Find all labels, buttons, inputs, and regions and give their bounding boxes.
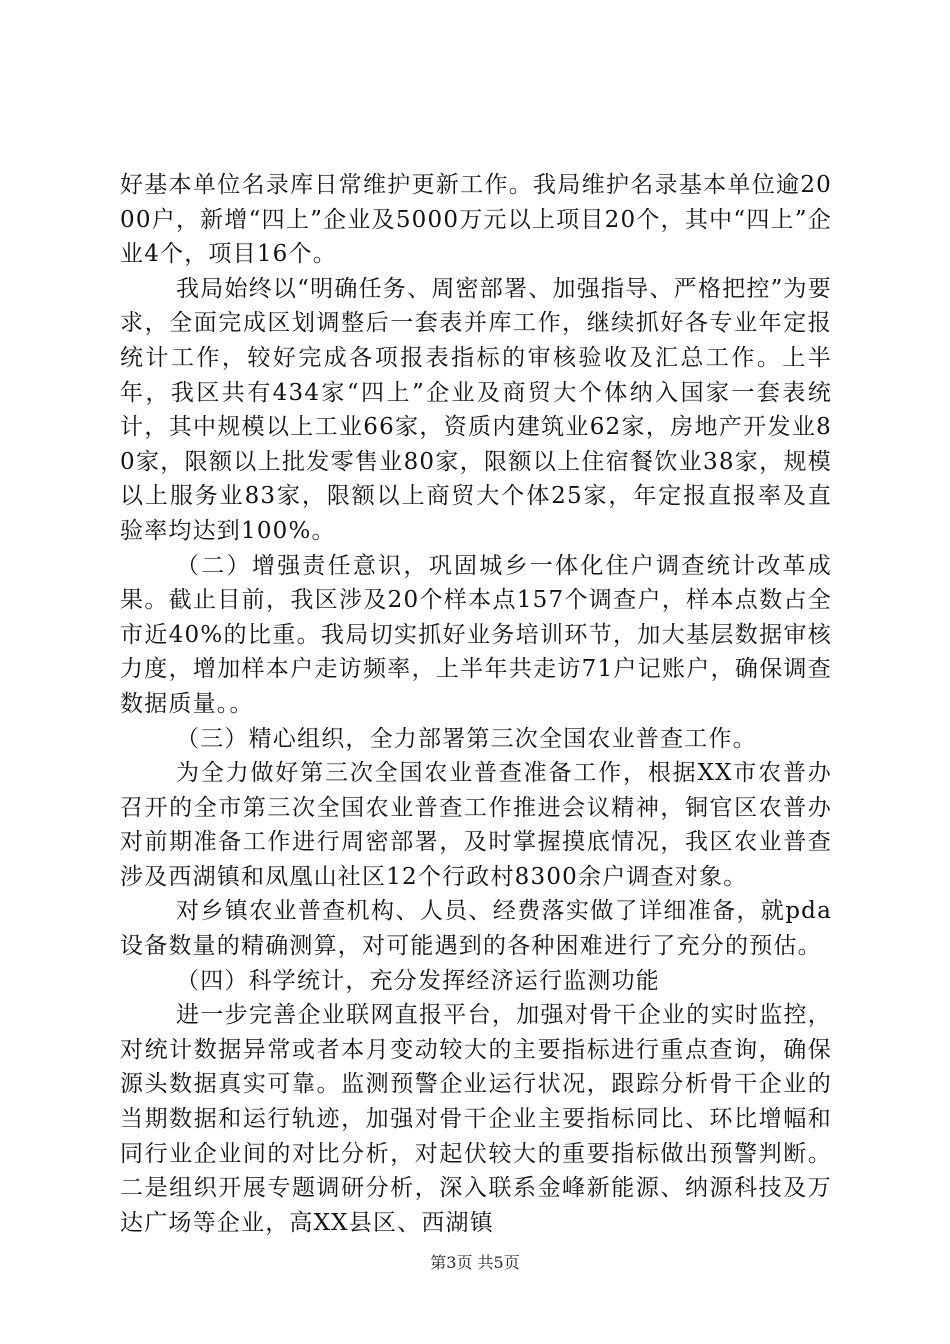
section-heading-4: （四）科学统计，充分发挥经济运行监测功能 [176, 967, 660, 994]
paragraph-8: 进一步完善企业联网直报平台，加强对骨干企业的实时监控，对统计数据异常或者本月变动较大的主要指标进行重点查询，确保源头数据真实可靠。监测预警企业运行状况，跟踪分析骨干企业的当期数据和运行轨迹，加强对骨干企业主要指标同比、环比增幅和同行业企业间的对比分析，对起伏较大的重要指标做出预警判断。二是组织开展专题调研分析，深入联系金峰新能源、纳源科技及万达广场等企业，高XX县区、西湖镇 [120, 1002, 832, 1236]
page-number-footer: 第3页 共5页 [430, 1253, 520, 1272]
paragraph-6: 对乡镇农业普查机构、人员、经费落实做了详细准备，就pda设备数量的精确测算，对可能遇到的各种困难进行了充分的预估。 [120, 898, 832, 960]
document-body [120, 168, 832, 1240]
paragraph-3: （二）增强责任意识，巩固城乡一体化住户调查统计改革成果。截止目前，我区涉及20个样本点157个调查户，样本点数占全市近40%的比重。我局切实抓好业务培训环节，加大基层数据审核力度，增加样本户走访频率，上半年共走访71户记账户，确保调查数据质量。。 [120, 552, 832, 717]
section-heading-3: （三）精心组织，全力部署第三次全国农业普查工作。 [176, 725, 757, 752]
paragraph-5: 为全力做好第三次全国农业普查准备工作，根据XX市农普办召开的全市第三次全国农业普查工作推进会议精神，铜官区农普办对前期准备工作进行周密部署，及时掌握摸底情况，我区农业普查涉及西湖镇和凤凰山社区12个行政村8300余户调查对象。 [120, 760, 832, 890]
paragraph-1: 好基本单位名录库日常维护更新工作。我局维护名录基本单位逾2000户，新增“四上”企业及5000万元以上项目20个，其中“四上”企业4个，项目16个。 [120, 172, 832, 268]
paragraph-2: 我局始终以“明确任务、周密部署、加强指导、严格把控”为要求，全面完成区划调整后一套表并库工作，继续抓好各专业年定报统计工作，较好完成各项报表指标的审核验收及汇总工作。上半年，我区共有434家“四上”企业及商贸大个体纳入国家一套表统计，其中规模以上工业66家，资质内建筑业62家，房地产开发业80家，限额以上批发零售业80家，限额以上住宿餐饮业38家，规模以上服务业83家，限额以上商贸大个体25家，年定报直报率及直验率均达到100%。 [120, 275, 832, 544]
